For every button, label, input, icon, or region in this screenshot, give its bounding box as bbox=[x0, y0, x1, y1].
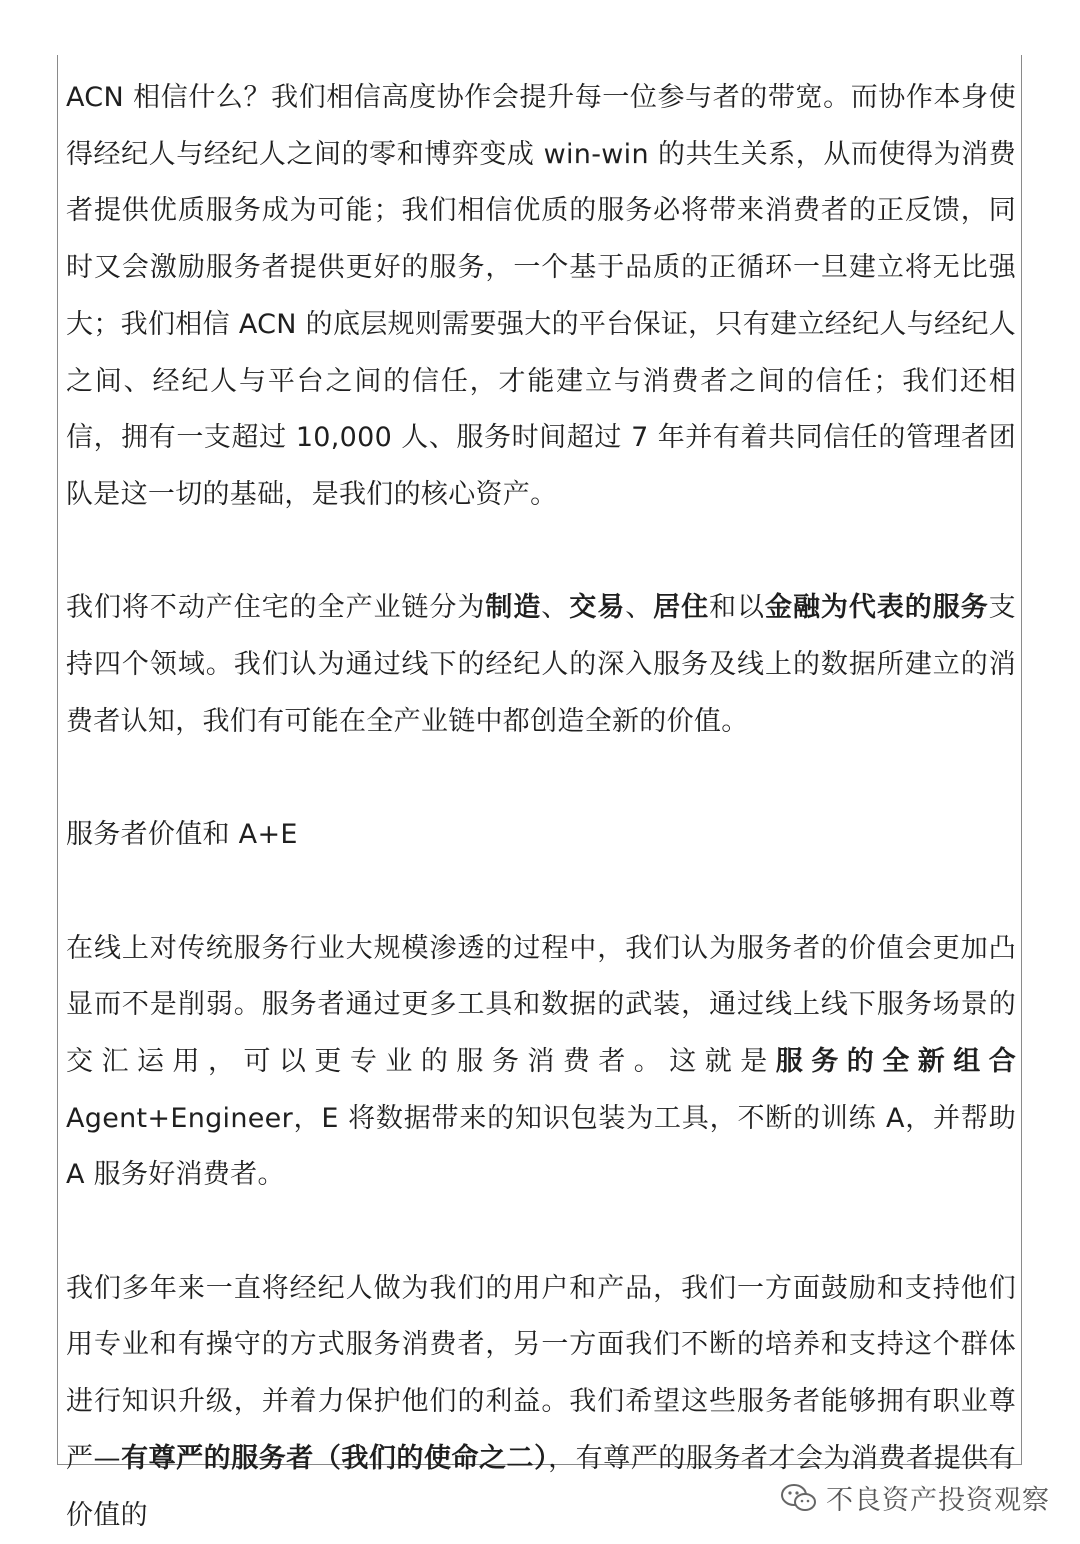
text-segment: 、 bbox=[541, 592, 570, 624]
text-segment: 我们多年来一直将经纪人做为我们的用户和产品，我们一方面鼓励和支持他们用专业和有操守的方式服务消费者，另一方面我们不断的培养和支持这个群体进行知识升级，并着力保护他们的利益。我们希望这些服务者能够拥有职业尊严— bbox=[66, 1272, 1016, 1474]
text-segment: 、 bbox=[625, 592, 654, 624]
bold-text: 有尊严的服务者（我们的使命之二） bbox=[120, 1442, 549, 1474]
heading-text: 服务者价值和 A+E bbox=[66, 819, 298, 851]
text-segment: 支持四个领域。我们认为通过线下的经纪人的深入服务及线上的数据所建立的消费者认知，我们有可能在全产业链中都创造全新的价值。 bbox=[66, 592, 1016, 737]
bold-text: 制造 bbox=[485, 592, 542, 624]
bold-text: 交易 bbox=[569, 592, 626, 624]
text-segment: ACN 相信什么？我们相信高度协作会提升每一位参与者的带宽。而协作本身使得经纪人与经纪人之间的零和博弈变成 win-win 的共生关系，从而使得为消费者提供优质服务成为可能；我们相信优质的服务必将带来消费者的正反馈，同时又会激励服务者提供更好的服务，一个基于品质的正循环一旦建立将无比强大；我们相信 ACN 的底层规则需要强大的平台保证，只有建立经纪人与经纪人之间、经纪人与平台之间的信任，才能建立与消费者之间的信任；我们还相信，拥有一支超过 10,000 人、服务时间超过 7 年并有着共同信任的管理者团队是这一切的基础，是我们的核心资产。 bbox=[66, 82, 1016, 510]
article-body bbox=[66, 70, 1016, 1544]
bold-text: 金融为代表的服务 bbox=[765, 592, 989, 624]
watermark-label: 不良资产投资观察 bbox=[826, 1485, 1050, 1516]
text-segment: Agent+Engineer，E 将数据带来的知识包装为工具，不断的训练 A，并帮助 A 服务好消费者。 bbox=[66, 1102, 1016, 1191]
text-segment: 在线上对传统服务行业大规模渗透的过程中，我们认为服务者的价值会更加凸显而不是削弱。服务者通过更多工具和数据的武装，通过线上线下服务场景的交汇运用，可以更专业的服务消费者。这就是 bbox=[66, 932, 1016, 1077]
paragraph-1 bbox=[66, 70, 1016, 524]
text-segment: ，有尊严的服务者才会为消费者提供有价值的 bbox=[66, 1442, 1016, 1531]
paragraph-3 bbox=[66, 921, 1016, 1205]
bold-text: 居住 bbox=[653, 592, 710, 624]
paragraph-2 bbox=[66, 580, 1016, 750]
text-segment: 和以 bbox=[709, 592, 765, 624]
account-watermark bbox=[780, 1478, 1050, 1517]
wechat-icon bbox=[780, 1482, 818, 1514]
section-heading bbox=[66, 807, 1016, 864]
bold-text: 服务的全新组合 bbox=[775, 1045, 1016, 1077]
text-segment: 我们将不动产住宅的全产业链分为 bbox=[66, 592, 486, 624]
